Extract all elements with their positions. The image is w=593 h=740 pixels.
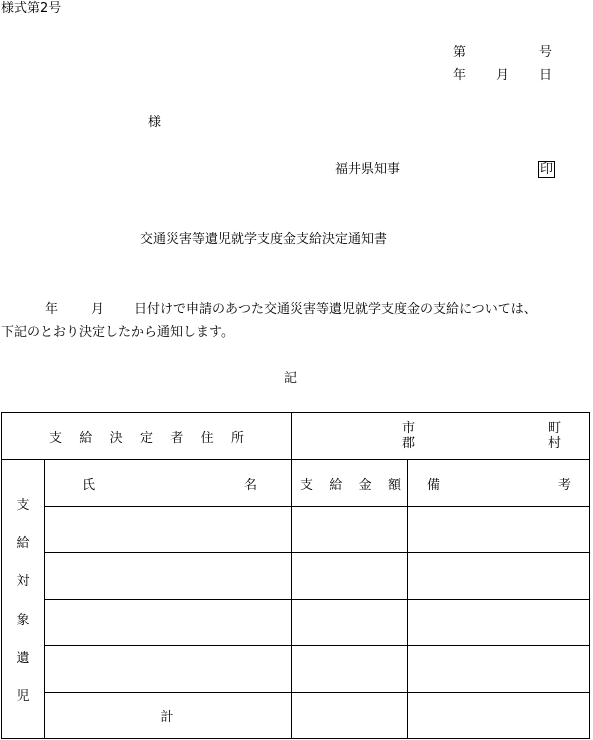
city-label: 市 — [402, 421, 416, 436]
county-label: 郡 — [402, 436, 416, 451]
decision-table — [1, 412, 590, 739]
address-value-cell[interactable] — [292, 413, 590, 460]
city-town-line — [292, 421, 589, 436]
county-village-line — [292, 436, 589, 451]
body-month: 月 — [91, 302, 105, 317]
addressee-suffix: 様 — [148, 115, 162, 130]
table-row — [2, 553, 590, 600]
side-label-cell — [2, 460, 45, 739]
document-number-prefix: 第 — [453, 45, 467, 60]
date-year: 年 — [453, 68, 467, 83]
remarks-cell[interactable] — [408, 646, 590, 693]
name-cell[interactable] — [45, 507, 292, 553]
total-label: 計 — [160, 710, 174, 725]
address-label: 支 給 決 定 者 住 所 — [49, 430, 244, 446]
column-header-row — [2, 460, 590, 507]
remarks-cell[interactable] — [408, 600, 590, 646]
col-header-amount: 支 給 金 額 — [292, 460, 408, 507]
date-day: 日 — [539, 68, 553, 83]
name-cell[interactable] — [45, 600, 292, 646]
body-text-line1: 日付けで申請のあつた交通災害等遺児就学支度金の支給については、 — [134, 302, 537, 317]
name-cell[interactable] — [45, 646, 292, 693]
document-title: 交通災害等遺児就学支度金支給決定通知書 — [140, 232, 388, 247]
form-number: 様式第2号 — [1, 1, 62, 16]
table-row — [2, 646, 590, 693]
amount-cell[interactable] — [292, 600, 408, 646]
address-row — [2, 413, 590, 460]
seal-mark: 印 — [540, 162, 554, 177]
body-text-line2: 下記のとおり決定したから通知します。 — [1, 325, 234, 340]
body-year: 年 — [45, 302, 59, 317]
total-remarks-cell[interactable] — [408, 693, 590, 739]
total-amount-cell[interactable] — [292, 693, 408, 739]
total-row — [2, 693, 590, 739]
document-number-suffix: 号 — [539, 45, 553, 60]
total-label-cell — [45, 693, 292, 739]
remarks-cell[interactable] — [408, 507, 590, 553]
date-month: 月 — [496, 68, 510, 83]
side-label-vertical: 支 給 対 象 遺 児 — [16, 498, 30, 704]
table-row — [2, 600, 590, 646]
amount-cell[interactable] — [292, 646, 408, 693]
col-header-name: 氏 名 — [45, 460, 292, 507]
issuer-name: 福井県知事 — [335, 162, 401, 177]
amount-cell[interactable] — [292, 553, 408, 600]
name-cell[interactable] — [45, 553, 292, 600]
ki-heading: 記 — [284, 371, 298, 386]
col-header-remarks: 備 考 — [408, 460, 590, 507]
remarks-cell[interactable] — [408, 553, 590, 600]
amount-cell[interactable] — [292, 507, 408, 553]
address-label-cell — [2, 413, 292, 460]
village-label: 村 — [547, 436, 561, 451]
table-row — [2, 507, 590, 553]
town-label: 町 — [547, 421, 561, 436]
